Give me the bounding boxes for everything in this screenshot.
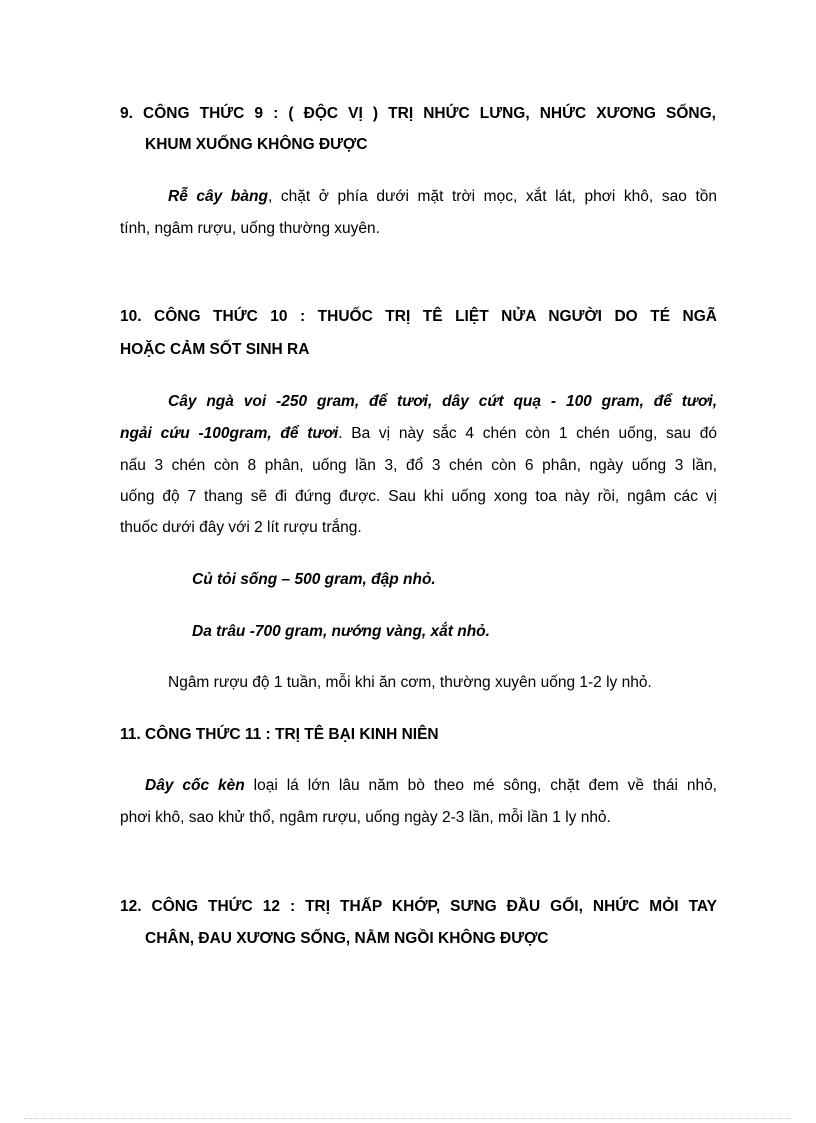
s10-paragraph-line-2 <box>120 424 717 444</box>
page-bottom-divider <box>24 1118 792 1119</box>
s9-title-line-1: 9. CÔNG THỨC 9 : ( ĐỘC VỊ ) TRỊ NHỨC LƯNG, NHỨC XƯƠNG SỐNG, <box>120 105 716 122</box>
s11-paragraph-line-2: phơi khô, sao khử thổ, ngâm rượu, uống ngày 2-3 lần, mỗi lần 1 ly nhỏ. <box>120 809 611 826</box>
s10-ingredient-2: Da trâu -700 gram, nướng vàng, xắt nhỏ. <box>192 623 490 640</box>
s12-title-line-2: CHÂN, ĐAU XƯƠNG SỐNG, NẰM NGỒI KHÔNG ĐƯỢC <box>145 930 549 947</box>
s11-remedy-name: Dây cốc kèn <box>145 777 245 794</box>
s10-paragraph-line-1: Cây ngà voi -250 gram, để tươi, dây cứt quạ - 100 gram, để tươi, <box>168 393 717 410</box>
s10-ingredient-1: Củ tỏi sống – 500 gram, đập nhỏ. <box>192 571 436 588</box>
s9-paragraph-line-1 <box>168 187 717 207</box>
s10-paragraph-line-5: thuốc dưới đây với 2 lít rượu trắng. <box>120 519 362 536</box>
s12-title-line-1: 12. CÔNG THỨC 12 : TRỊ THẤP KHỚP, SƯNG ĐẦU GỐI, NHỨC MỎI TAY <box>120 898 717 915</box>
s10-paragraph-line-3: nấu 3 chén còn 8 phân, uống lần 3, đổ 3 chén còn 6 phân, ngày uống 3 lần, <box>120 457 717 474</box>
s11-paragraph-line-1 <box>145 776 717 796</box>
s11-title: 11. CÔNG THỨC 11 : TRỊ TÊ BẠI KINH NIÊN <box>120 726 439 743</box>
s9-paragraph-line-2: tính, ngâm rượu, uống thường xuyên. <box>120 220 380 237</box>
s9-remedy-name: Rễ cây bàng <box>168 188 268 205</box>
s10-title-line-1: 10. CÔNG THỨC 10 : THUỐC TRỊ TÊ LIỆT NỬA NGƯỜI DO TÉ NGÃ <box>120 308 717 325</box>
s10-paragraph-line-4: uống độ 7 thang sẽ đi đứng được. Sau khi uống xong toa này rồi, ngâm các vị <box>120 488 717 505</box>
s11-paragraph-text: loại lá lớn lâu năm bò theo mé sông, chặt đem về thái nhỏ, <box>244 777 717 794</box>
s10-remedy-name: ngải cứu -100gram, để tươi <box>120 425 339 442</box>
s10-note: Ngâm rượu độ 1 tuần, mỗi khi ăn cơm, thường xuyên uống 1-2 ly nhỏ. <box>168 674 652 691</box>
s10-title-line-2: HOẶC CẢM SỐT SINH RA <box>120 341 310 358</box>
s9-title-line-2: KHUM XUỐNG KHÔNG ĐƯỢC <box>145 136 368 153</box>
s9-paragraph-text: , chặt ở phía dưới mặt trời mọc, xắt lát, phơi khô, sao tồn <box>267 188 717 205</box>
s10-paragraph-text: . Ba vị này sắc 4 chén còn 1 chén uống, sau đó <box>338 425 717 442</box>
